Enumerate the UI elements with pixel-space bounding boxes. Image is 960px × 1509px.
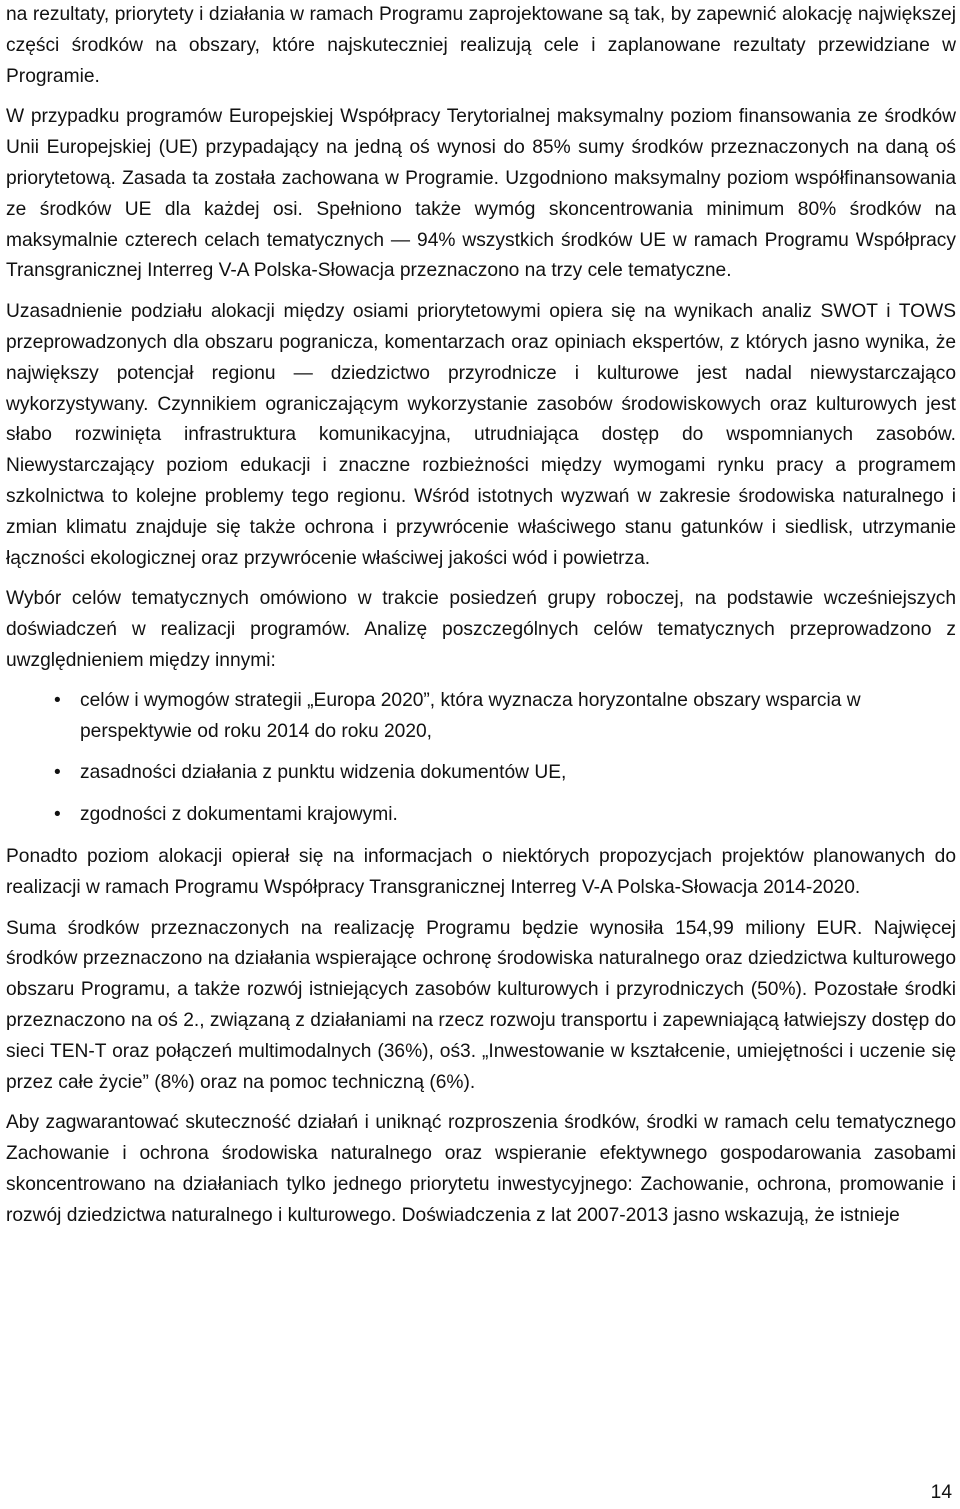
- paragraph-6: Suma środków przeznaczonych na realizację Programu będzie wynosiła 154,99 miliony EUR. Najwięcej środków przeznaczono na działania wspierające ochronę środowiska naturalnego oraz dziedzictwa kulturowego obszaru Programu, a także rozwój istniejących zasobów kulturowych i przyrodniczych (50%). Pozostałe środki przeznaczono na oś 2., związaną z działaniami na rzecz rozwoju transportu i zapewniającą łatwiejszy dostęp do sieci TEN-T oraz połączeń multimodalnych (36%), oś3. „Inwestowanie w kształcenie, umiejętności i uczenie się przez całe życie” (8%) oraz na pomoc techniczną (6%).: [6, 917, 956, 1093]
- bullet-icon: •: [54, 689, 61, 711]
- page-number: 14: [930, 1482, 952, 1503]
- list-item-text: zgodności z dokumentami krajowymi.: [80, 804, 398, 826]
- list-item: [6, 800, 956, 831]
- list-item: [6, 686, 956, 748]
- paragraph-5: Ponadto poziom alokacji opierał się na informacjach o niektórych propozycjach projektów planowanych do realizacji w ramach Programu Współpracy Transgranicznej Interreg V-A Polska-Słowacja 2014-2020.: [6, 845, 956, 898]
- paragraph-1: na rezultaty, priorytety i działania w ramach Programu zaprojektowane są tak, by zapewnić alokację największej części środków na obszary, które najskuteczniej realizują cele i zaplanowane rezultaty przewidziane w Programie.: [6, 4, 956, 87]
- bullet-icon: •: [54, 804, 61, 826]
- paragraph-7: Aby zagwarantować skuteczność działań i uniknąć rozproszenia środków, środki w ramach celu tematycznego Zachowanie i ochrona środowiska naturalnego oraz wspieranie efektywnego gospodarowania zasobami skoncentrowano na działaniach tylko jednego priorytetu inwestycyjnego: Zachowanie, ochrona, promowanie i rozwój dziedzictwa naturalnego i kulturowego. Doświadczenia z lat 2007-2013 jasno wskazują, że istnieje: [6, 1112, 956, 1226]
- paragraph-2: W przypadku programów Europejskiej Współpracy Terytorialnej maksymalny poziom finansowania ze środków Unii Europejskiej (UE) przypadający na jedną oś wynosi do 85% sumy środków przeznaczonych na daną oś priorytetową. Zasada ta została zachowana w Programie. Uzgodniono maksymalny poziom współfinansowania ze środków UE dla każdej osi. Spełniono także wymóg skoncentrowania minimum 80% środków na maksymalnie czterech celach tematycznych — 94% wszystkich środków UE w ramach Programu Współpracy Transgranicznej Interreg V-A Polska-Słowacja przeznaczono na trzy cele tematyczne.: [6, 106, 956, 282]
- list-item-text: zasadności działania z punktu widzenia dokumentów UE,: [80, 762, 567, 784]
- list-item: [6, 758, 956, 789]
- document-page: [6, 0, 956, 1231]
- list-item-text: celów i wymogów strategii „Europa 2020”, która wyznacza horyzontalne obszary wsparcia w perspektywie od roku 2014 do roku 2020,: [80, 689, 861, 742]
- paragraph-3: Uzasadnienie podziału alokacji między osiami priorytetowymi opiera się na wynikach analiz SWOT i TOWS przeprowadzonych dla obszaru pogranicza, komentarzach oraz opiniach ekspertów, z których jasno wynika, że największy potencjał regionu — dziedzictwo przyrodnicze i kulturowe jest nadal niewystarczająco wykorzystywany. Czynnikiem ograniczającym wykorzystanie zasobów środowiskowych oraz kulturowych jest słabo rozwinięta infrastruktura komunikacyjna, utrudniająca dostęp do wspomnianych zasobów. Niewystarczający poziom edukacji i znaczne rozbieżności między wymogami rynku pracy a programem szkolnictwa to kolejne problemy tego regionu. Wśród istotnych wyzwań w zakresie środowiska naturalnego i zmian klimatu znajduje się także ochrona i przywrócenie właściwego stanu gatunków i siedlisk, utrzymanie łączności ekologicznej oraz przywrócenie właściwej jakości wód i powietrza.: [6, 301, 956, 569]
- paragraph-4: Wybór celów tematycznych omówiono w trakcie posiedzeń grupy roboczej, na podstawie wcześniejszych doświadczeń w realizacji programów. Analizę poszczególnych celów tematycznych przeprowadzono z uwzględnieniem między innymi:: [6, 588, 956, 671]
- bullet-icon: •: [54, 762, 61, 784]
- bullet-list: [6, 686, 956, 831]
